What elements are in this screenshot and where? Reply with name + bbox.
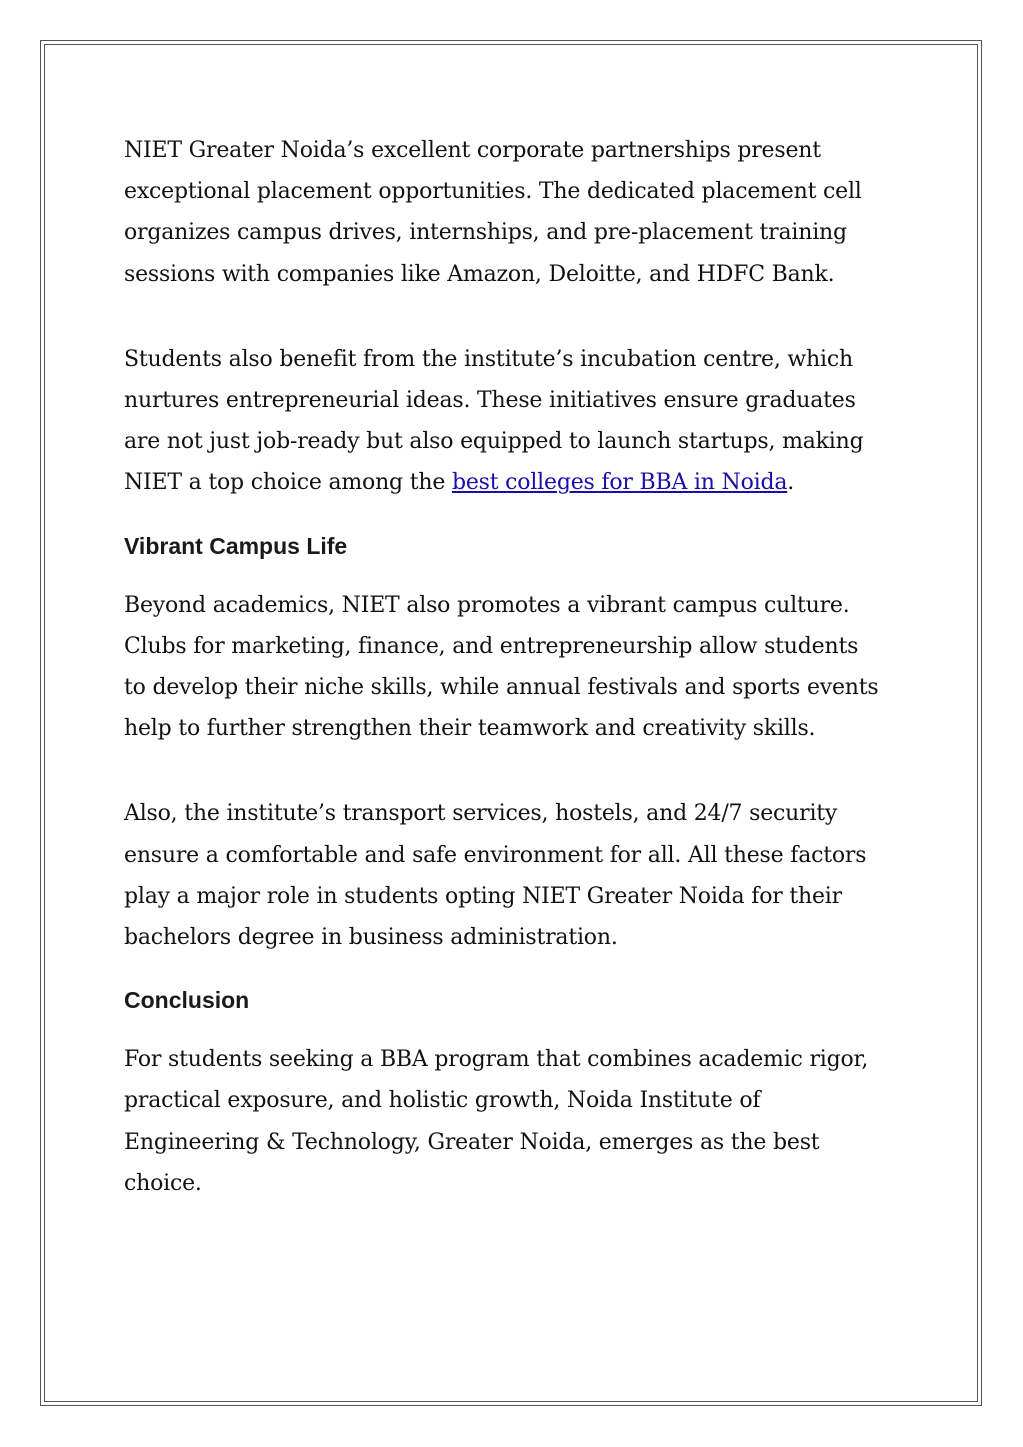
paragraph-campus-culture <box>124 585 914 750</box>
heading-spacer <box>124 1014 914 1039</box>
text-line: NIET Greater Noida’s excellent corporate partnerships present <box>124 138 821 163</box>
text-line: to develop their niche skills, while annual festivals and sports events <box>124 675 879 701</box>
link-prefix: NIET a top choice among the <box>124 470 452 496</box>
heading-spacer <box>124 958 914 986</box>
paragraph-placements <box>124 130 914 295</box>
text-line: Beyond academics, NIET also promotes a vibrant campus culture. <box>124 592 850 618</box>
paragraph-conclusion <box>124 1039 914 1204</box>
paragraph-spacer <box>124 295 914 339</box>
text-line: sessions with companies like Amazon, Deloitte, and HDFC Bank. <box>124 261 835 287</box>
heading-campus-life: Vibrant Campus Life <box>124 532 348 559</box>
text-line: Students also benefit from the institute’s incubation centre, which <box>124 346 853 372</box>
text-line: help to further strengthen their teamwork and creativity skills. <box>124 716 816 742</box>
text-line: Engineering & Technology, Greater Noida, emerges as the best <box>124 1129 820 1155</box>
best-colleges-link[interactable]: best colleges for BBA in Noida <box>451 470 788 496</box>
heading-spacer <box>124 504 914 532</box>
document-body <box>124 130 914 1204</box>
paragraph-facilities <box>124 793 914 958</box>
text-line: practical exposure, and holistic growth, Noida Institute of <box>124 1088 761 1114</box>
text-line-with-link <box>124 462 914 503</box>
text-line: nurtures entrepreneurial ideas. These initiatives ensure graduates <box>124 388 856 414</box>
heading-conclusion: Conclusion <box>124 987 250 1014</box>
text-line: play a major role in students opting NIET Greater Noida for their <box>124 883 842 909</box>
text-line: exceptional placement opportunities. The dedicated placement cell <box>124 179 862 205</box>
text-line: ensure a comfortable and safe environment for all. All these factors <box>124 842 867 868</box>
text-line: organizes campus drives, internships, and pre-placement training <box>124 220 847 246</box>
text-line: bachelors degree in business administration. <box>124 925 618 951</box>
paragraph-incubation <box>124 339 914 504</box>
link-suffix: . <box>787 470 795 496</box>
text-line: For students seeking a BBA program that combines academic rigor, <box>124 1047 869 1073</box>
heading-spacer <box>124 560 914 585</box>
text-line: Also, the institute’s transport services, hostels, and 24/7 security <box>124 801 838 827</box>
text-line: are not just job-ready but also equipped to launch startups, making <box>124 429 864 455</box>
paragraph-spacer <box>124 749 914 793</box>
text-line: Clubs for marketing, finance, and entrepreneurship allow students <box>124 633 859 659</box>
text-line: choice. <box>124 1170 202 1196</box>
